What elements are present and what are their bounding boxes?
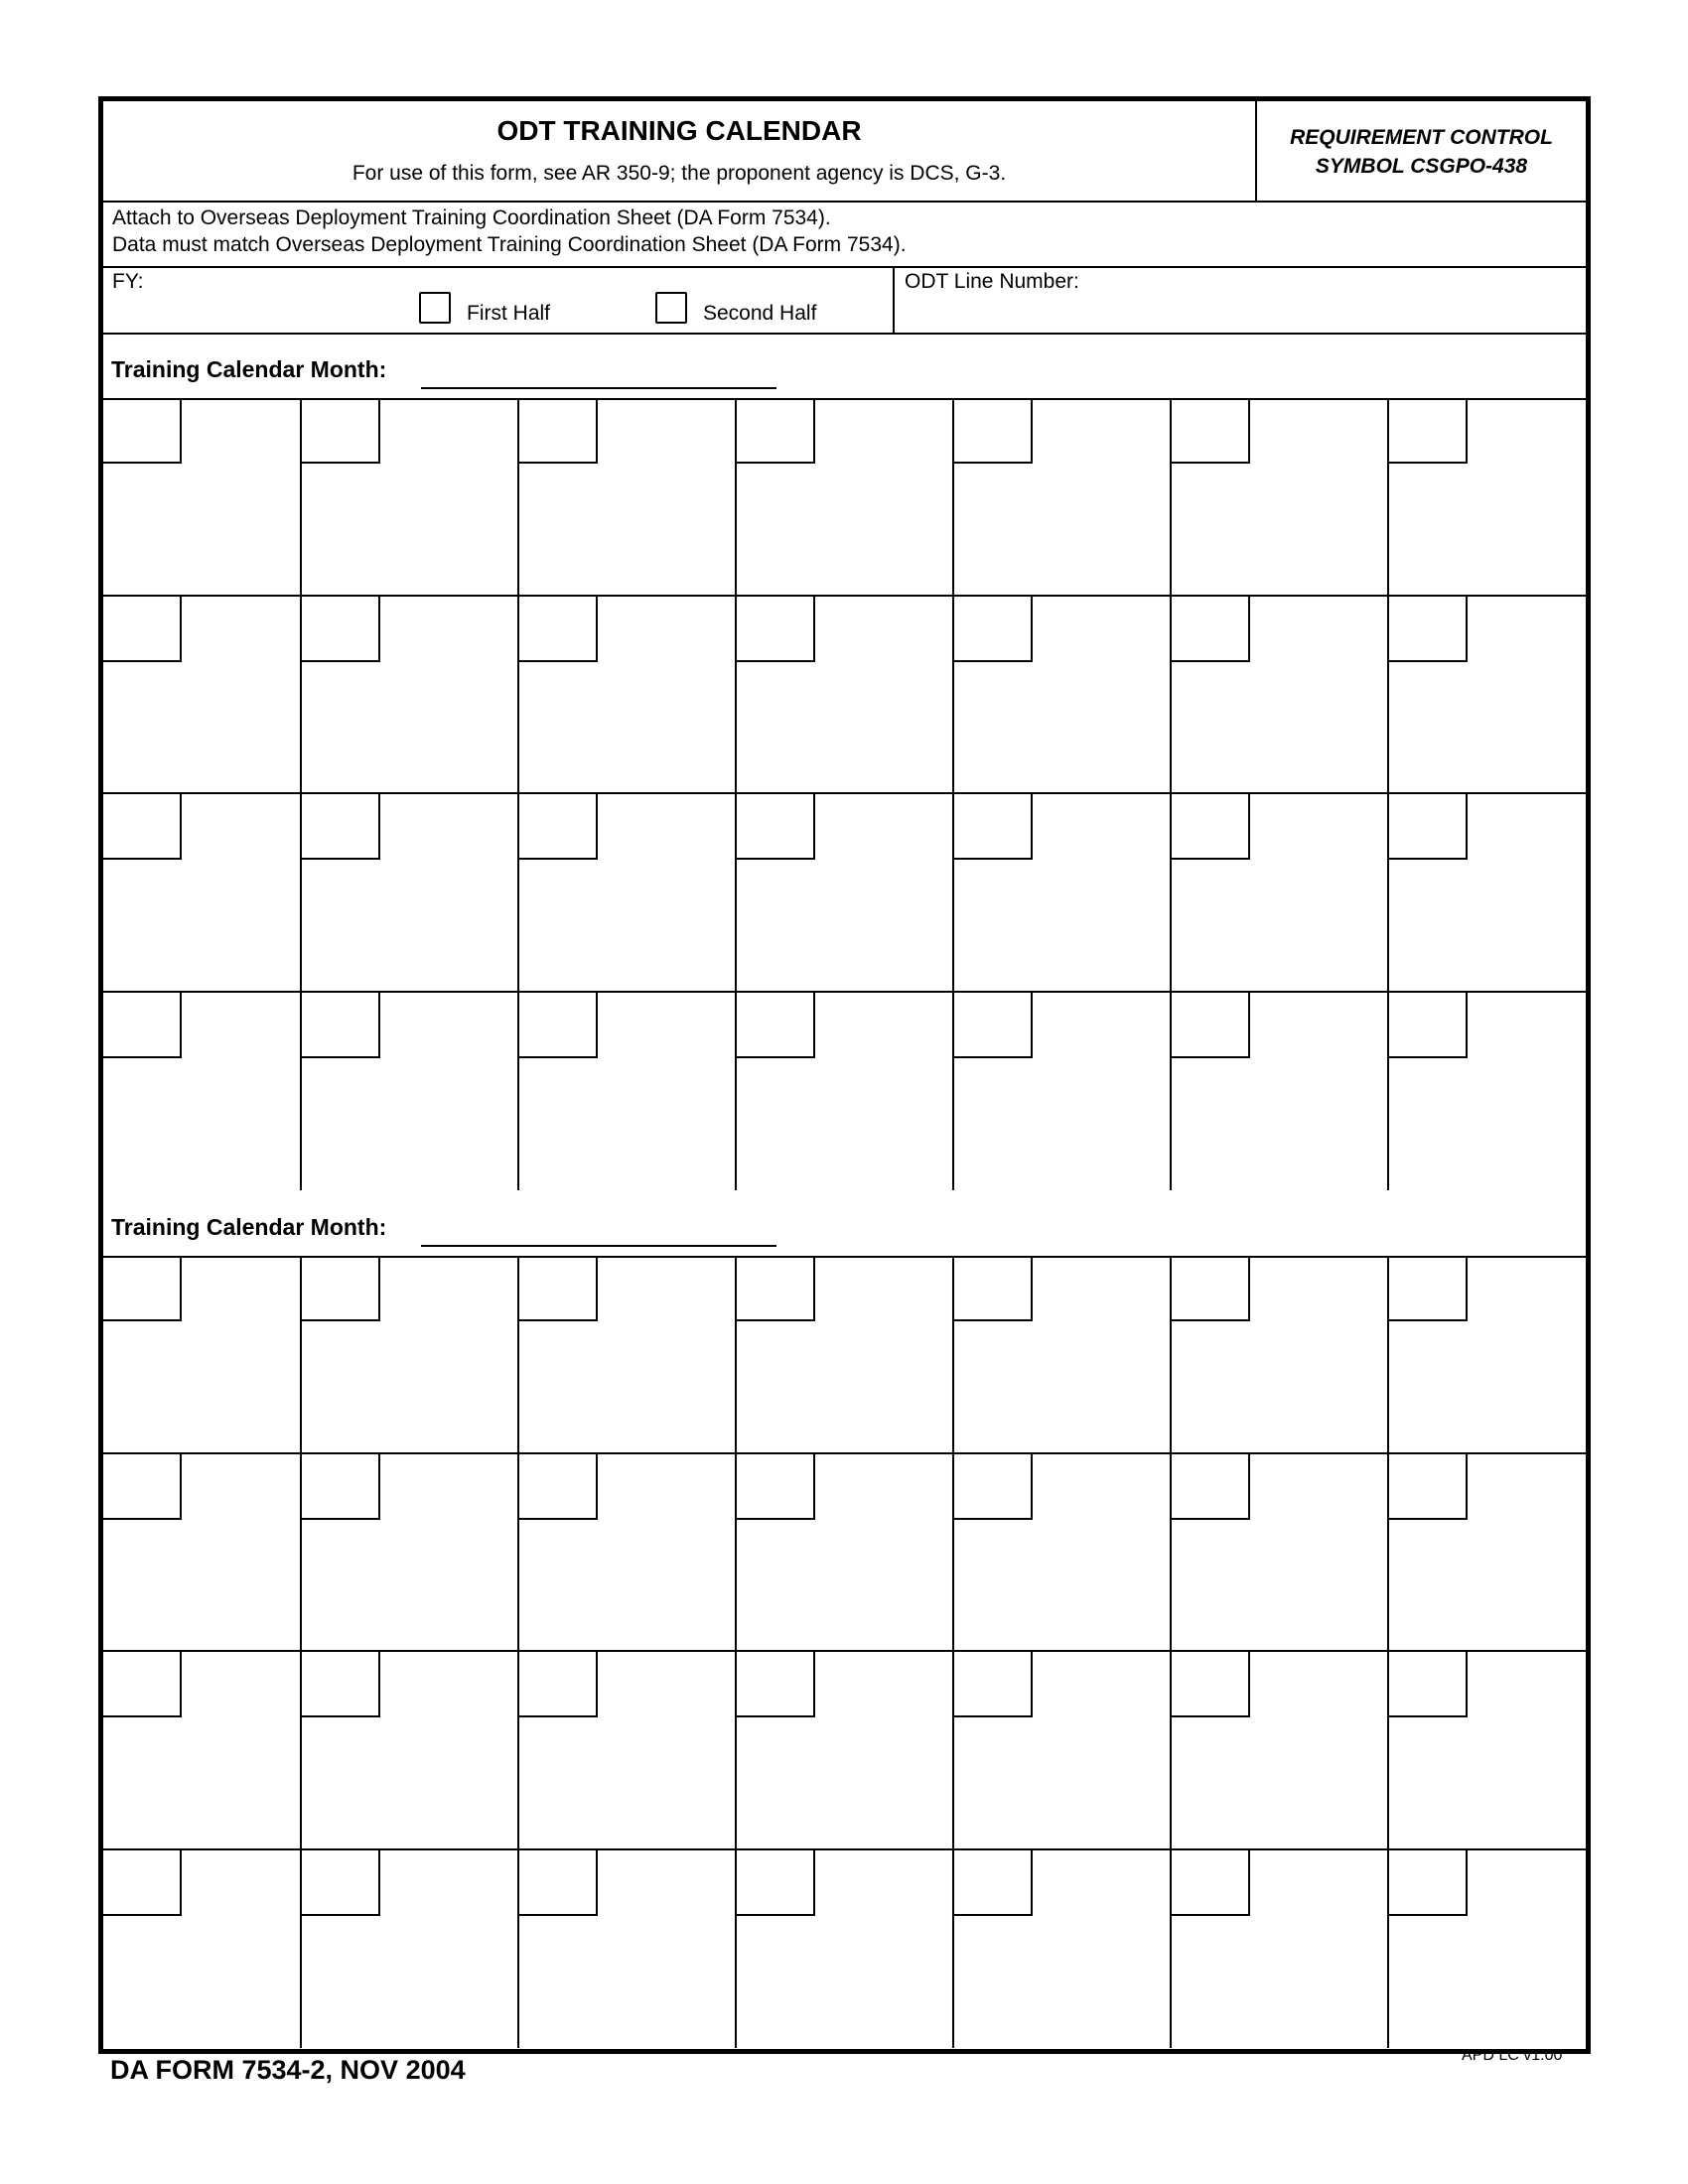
calendar-day-cell[interactable] <box>519 794 737 993</box>
month-input-1[interactable] <box>421 387 776 389</box>
calendar-day-cell[interactable] <box>519 1652 737 1850</box>
calendar-grid-1 <box>103 398 1586 1190</box>
day-number-box[interactable] <box>1172 1454 1250 1520</box>
day-number-box[interactable] <box>103 794 182 860</box>
day-number-box[interactable] <box>1172 398 1250 464</box>
attach-line-2: Data must match Overseas Deployment Training Coordination Sheet (DA Form 7534). <box>112 233 907 256</box>
day-number-box[interactable] <box>954 1652 1033 1717</box>
second-half-label: Second Half <box>703 302 817 325</box>
calendar-day-cell[interactable] <box>954 1652 1172 1850</box>
day-number-box[interactable] <box>302 993 380 1058</box>
calendar-day-cell[interactable] <box>1172 398 1389 597</box>
form-frame <box>98 96 1591 2054</box>
day-number-box[interactable] <box>737 993 815 1058</box>
calendar-day-cell[interactable] <box>302 993 519 1191</box>
day-number-box[interactable] <box>737 1850 815 1916</box>
calendar-grid-2 <box>103 1256 1586 2048</box>
form-version: APD LC v1.00 <box>1462 2047 1563 2064</box>
day-number-box[interactable] <box>1172 1652 1250 1717</box>
day-number-box[interactable] <box>302 1454 380 1520</box>
day-number-box[interactable] <box>302 1256 380 1321</box>
calendar-day-cell[interactable] <box>103 597 302 795</box>
attach-instructions <box>103 201 1586 268</box>
day-number-box[interactable] <box>519 794 598 860</box>
form-subtitle: For use of this form, see AR 350-9; the proponent agency is DCS, G-3. <box>352 162 1007 185</box>
calendar-day-cell[interactable] <box>103 794 302 993</box>
calendar-day-cell[interactable] <box>1172 794 1389 993</box>
calendar-day-cell[interactable] <box>302 1850 519 2049</box>
day-number-box[interactable] <box>1172 1256 1250 1321</box>
calendar-day-cell[interactable] <box>302 1454 519 1653</box>
calendar-day-cell[interactable] <box>103 993 302 1191</box>
day-number-box[interactable] <box>103 1850 182 1916</box>
day-number-box[interactable] <box>1172 597 1250 662</box>
fy-label: FY: <box>112 270 144 293</box>
calendar-day-cell[interactable] <box>737 1256 954 1454</box>
calendar-day-cell[interactable] <box>1172 1256 1389 1454</box>
calendar-day-cell[interactable] <box>737 1850 954 2049</box>
calendar-day-cell[interactable] <box>1389 1454 1586 1653</box>
day-number-box[interactable] <box>103 597 182 662</box>
calendar-day-cell[interactable] <box>103 1256 302 1454</box>
day-number-box[interactable] <box>519 1850 598 1916</box>
fy-row <box>103 266 1586 335</box>
calendar-day-cell[interactable] <box>519 1256 737 1454</box>
calendar-day-cell[interactable] <box>1172 1454 1389 1653</box>
day-number-box[interactable] <box>737 794 815 860</box>
day-number-box[interactable] <box>737 398 815 464</box>
month-row-2 <box>103 1190 1586 1258</box>
day-number-box[interactable] <box>1172 993 1250 1058</box>
day-number-box[interactable] <box>103 1652 182 1717</box>
day-number-box[interactable] <box>954 1256 1033 1321</box>
day-number-box[interactable] <box>519 597 598 662</box>
calendar-day-cell[interactable] <box>1389 1850 1586 2049</box>
day-number-box[interactable] <box>1389 1256 1468 1321</box>
calendar-day-cell[interactable] <box>954 1454 1172 1653</box>
day-number-box[interactable] <box>103 1454 182 1520</box>
calendar-day-cell[interactable] <box>954 1256 1172 1454</box>
day-number-box[interactable] <box>302 794 380 860</box>
control-line-2: SYMBOL CSGPO-438 <box>1315 155 1528 178</box>
form-header-main <box>103 101 1257 201</box>
calendar-day-cell[interactable] <box>519 1454 737 1653</box>
odt-line-number-label: ODT Line Number: <box>905 270 1079 293</box>
calendar-day-cell[interactable] <box>302 1256 519 1454</box>
month-input-2[interactable] <box>421 1245 776 1247</box>
calendar-day-cell[interactable] <box>954 597 1172 795</box>
day-number-box[interactable] <box>954 597 1033 662</box>
calendar-day-cell[interactable] <box>954 1850 1172 2049</box>
day-number-box[interactable] <box>103 398 182 464</box>
month-label-1: Training Calendar Month: <box>111 356 387 382</box>
calendar-day-cell[interactable] <box>302 1652 519 1850</box>
calendar-day-cell[interactable] <box>1172 597 1389 795</box>
day-number-box[interactable] <box>1389 398 1468 464</box>
day-number-box[interactable] <box>1389 1652 1468 1717</box>
calendar-day-cell[interactable] <box>954 398 1172 597</box>
day-number-box[interactable] <box>302 1850 380 1916</box>
day-number-box[interactable] <box>1389 993 1468 1058</box>
day-number-box[interactable] <box>302 1652 380 1717</box>
day-number-box[interactable] <box>954 1850 1033 1916</box>
calendar-day-cell[interactable] <box>737 597 954 795</box>
day-number-box[interactable] <box>1389 794 1468 860</box>
calendar-day-cell[interactable] <box>103 1652 302 1850</box>
day-number-box[interactable] <box>103 993 182 1058</box>
calendar-day-cell[interactable] <box>103 398 302 597</box>
calendar-day-cell[interactable] <box>103 1850 302 2049</box>
first-half-checkbox[interactable] <box>419 292 451 324</box>
form-id: DA FORM 7534-2, NOV 2004 <box>110 2055 466 2085</box>
day-number-box[interactable] <box>519 1256 598 1321</box>
calendar-day-cell[interactable] <box>954 993 1172 1191</box>
day-number-box[interactable] <box>954 1454 1033 1520</box>
calendar-day-cell[interactable] <box>519 1850 737 2049</box>
month-row-1 <box>103 333 1586 400</box>
calendar-day-cell[interactable] <box>737 1454 954 1653</box>
day-number-box[interactable] <box>954 993 1033 1058</box>
calendar-day-cell[interactable] <box>302 794 519 993</box>
day-number-box[interactable] <box>737 1454 815 1520</box>
calendar-day-cell[interactable] <box>519 398 737 597</box>
fy-cell[interactable] <box>103 266 895 333</box>
day-number-box[interactable] <box>737 597 815 662</box>
calendar-day-cell[interactable] <box>954 794 1172 993</box>
first-half-label: First Half <box>467 302 550 325</box>
calendar-day-cell[interactable] <box>1389 794 1586 993</box>
requirement-control-symbol <box>1257 123 1586 181</box>
day-number-box[interactable] <box>519 1652 598 1717</box>
day-number-box[interactable] <box>302 398 380 464</box>
day-number-box[interactable] <box>737 1652 815 1717</box>
calendar-day-cell[interactable] <box>737 1652 954 1850</box>
day-number-box[interactable] <box>1389 597 1468 662</box>
form-title: ODT TRAINING CALENDAR <box>496 115 862 146</box>
calendar-day-cell[interactable] <box>737 794 954 993</box>
day-number-box[interactable] <box>1389 1454 1468 1520</box>
control-line-1: REQUIREMENT CONTROL <box>1290 126 1553 149</box>
day-number-box[interactable] <box>103 1256 182 1321</box>
day-number-box[interactable] <box>1172 794 1250 860</box>
calendar-day-cell[interactable] <box>302 398 519 597</box>
day-number-box[interactable] <box>519 1454 598 1520</box>
day-number-box[interactable] <box>519 993 598 1058</box>
attach-line-1: Attach to Overseas Deployment Training Coordination Sheet (DA Form 7534). <box>112 206 831 229</box>
calendar-day-cell[interactable] <box>1172 1652 1389 1850</box>
calendar-day-cell[interactable] <box>737 993 954 1191</box>
day-number-box[interactable] <box>1389 1850 1468 1916</box>
second-half-checkbox[interactable] <box>655 292 687 324</box>
form-header <box>103 101 1586 203</box>
day-number-box[interactable] <box>954 794 1033 860</box>
calendar-day-cell[interactable] <box>103 1454 302 1653</box>
calendar-day-cell[interactable] <box>519 597 737 795</box>
day-number-box[interactable] <box>302 597 380 662</box>
day-number-box[interactable] <box>1172 1850 1250 1916</box>
calendar-day-cell[interactable] <box>1389 1256 1586 1454</box>
calendar-day-cell[interactable] <box>519 993 737 1191</box>
calendar-day-cell[interactable] <box>737 398 954 597</box>
calendar-day-cell[interactable] <box>1172 993 1389 1191</box>
day-number-box[interactable] <box>954 398 1033 464</box>
day-number-box[interactable] <box>737 1256 815 1321</box>
calendar-day-cell[interactable] <box>302 597 519 795</box>
calendar-day-cell[interactable] <box>1389 1652 1586 1850</box>
month-label-2: Training Calendar Month: <box>111 1214 387 1240</box>
day-number-box[interactable] <box>519 398 598 464</box>
calendar-day-cell[interactable] <box>1172 1850 1389 2049</box>
calendar-day-cell[interactable] <box>1389 597 1586 795</box>
calendar-day-cell[interactable] <box>1389 993 1586 1191</box>
calendar-day-cell[interactable] <box>1389 398 1586 597</box>
